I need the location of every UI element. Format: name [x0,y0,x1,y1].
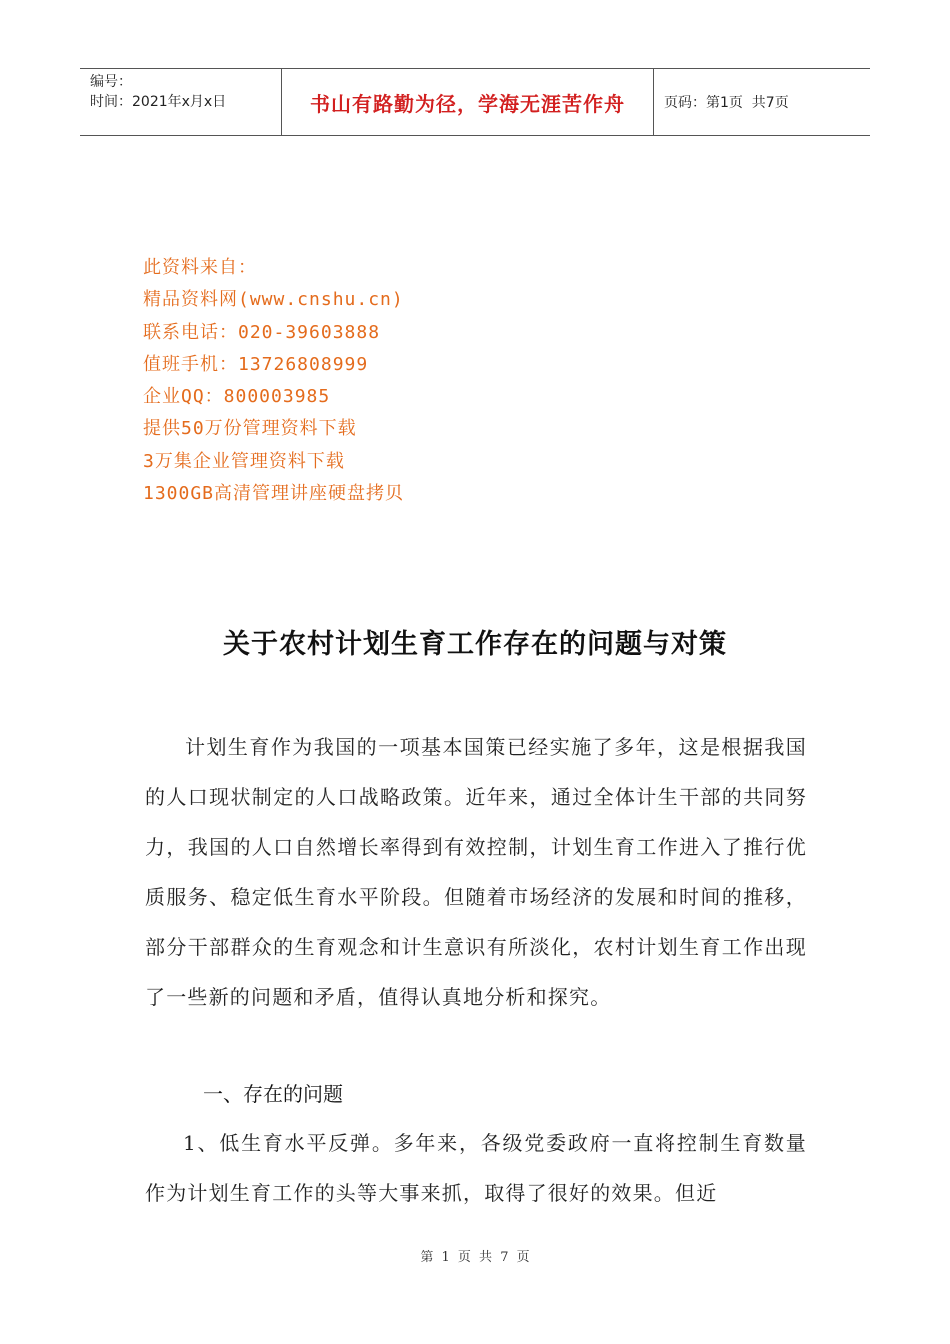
source-info-block [143,252,404,510]
header-motto: 书山有路勤为径，学海无涯苦作舟 [282,69,654,135]
source-line: 值班手机：13726808999 [143,353,369,375]
source-line: 精品资料网(www.cnshu.cn) [143,289,404,311]
header-number-label: 编号： [90,74,132,90]
source-line: 联系电话：020-39603888 [143,321,381,343]
source-line: 3万集企业管理资料下载 [143,450,345,472]
header-date: 时间：2021年x月x日 [90,94,227,110]
page-footer: 第 1 页 共 7 页 [420,1250,530,1265]
item-paragraph: 1、低生育水平反弹。多年来，各级党委政府一直将控制生育数量作为计划生育工作的头等大事来抓，取得了很好的效果。但近 [145,1131,807,1205]
page-header [80,68,870,136]
source-line: 1300GB高清管理讲座硬盘拷贝 [143,483,405,505]
section-heading: 一、存在的问题 [203,1082,343,1106]
source-line: 提供50万份管理资料下载 [143,418,357,440]
document-title: 关于农村计划生育工作存在的问题与对策 [223,629,727,660]
header-page-info: 页码：第1页 共7页 [664,95,789,111]
intro-paragraph: 计划生育作为我国的一项基本国策已经实施了多年，这是根据我国的人口现状制定的人口战略政策。近年来，通过全体计生干部的共同努力，我国的人口自然增长率得到有效控制，计划生育工作进入了推行优质服务、稳定低生育水平阶段。但随着市场经济的发展和时间的推移，部分干部群众的生育观念和计生意识有所淡化，农村计划生育工作出现了一些新的问题和矛盾，值得认真地分析和探究。 [145,735,807,1009]
header-meta [80,69,282,135]
source-line: 此资料来自： [143,257,257,278]
source-line: 企业QQ：800003985 [143,386,331,408]
